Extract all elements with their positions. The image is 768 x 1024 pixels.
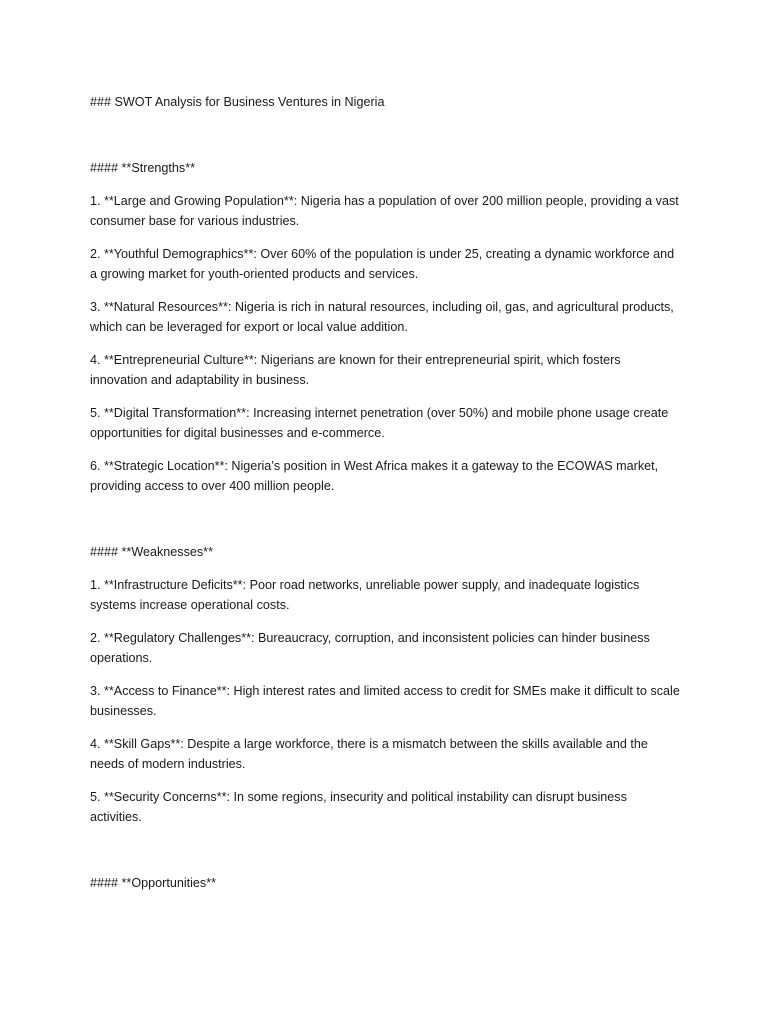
section-opportunities: [90, 873, 680, 893]
strengths-list: [90, 191, 680, 496]
section-strengths: [90, 158, 680, 496]
list-item: 6. **Strategic Location**: Nigeria’s position in West Africa makes it a gateway to the ECOWAS market, providing access to over 400 million people.: [90, 459, 659, 493]
document-page: [90, 92, 680, 893]
section-heading-strengths: #### **Strengths**: [90, 161, 196, 175]
section-heading-opportunities: #### **Opportunities**: [90, 876, 217, 890]
list-item: 2. **Youthful Demographics**: Over 60% of the population is under 25, creating a dynamic workforce and a growing market for youth-oriented products and services.: [90, 247, 675, 281]
list-item: 5. **Digital Transformation**: Increasing internet penetration (over 50%) and mobile phone usage create opportunities for digital businesses and e-commerce.: [90, 406, 669, 440]
list-item: 1. **Infrastructure Deficits**: Poor road networks, unreliable power supply, and inadequate logistics systems increase operational costs.: [90, 578, 640, 612]
section-heading-weaknesses: #### **Weaknesses**: [90, 545, 213, 559]
list-item: 1. **Large and Growing Population**: Nigeria has a population of over 200 million people, providing a vast consumer base for various industries.: [90, 194, 679, 228]
list-item: 5. **Security Concerns**: In some regions, insecurity and political instability can disrupt business activities.: [90, 790, 627, 824]
list-item: 4. **Skill Gaps**: Despite a large workforce, there is a mismatch between the skills available and the needs of modern industries.: [90, 737, 648, 771]
document-title: ### SWOT Analysis for Business Ventures in Nigeria: [90, 95, 385, 109]
list-item: 4. **Entrepreneurial Culture**: Nigerians are known for their entrepreneurial spirit, which fosters innovation and adaptability in business.: [90, 353, 621, 387]
weaknesses-list: [90, 575, 680, 827]
list-item: 3. **Access to Finance**: High interest rates and limited access to credit for SMEs make it difficult to scale businesses.: [90, 684, 680, 718]
list-item: 3. **Natural Resources**: Nigeria is rich in natural resources, including oil, gas, and agricultural products, which can be leveraged for export or local value addition.: [90, 300, 674, 334]
section-weaknesses: [90, 542, 680, 827]
list-item: 2. **Regulatory Challenges**: Bureaucracy, corruption, and inconsistent policies can hinder business operations.: [90, 631, 650, 665]
